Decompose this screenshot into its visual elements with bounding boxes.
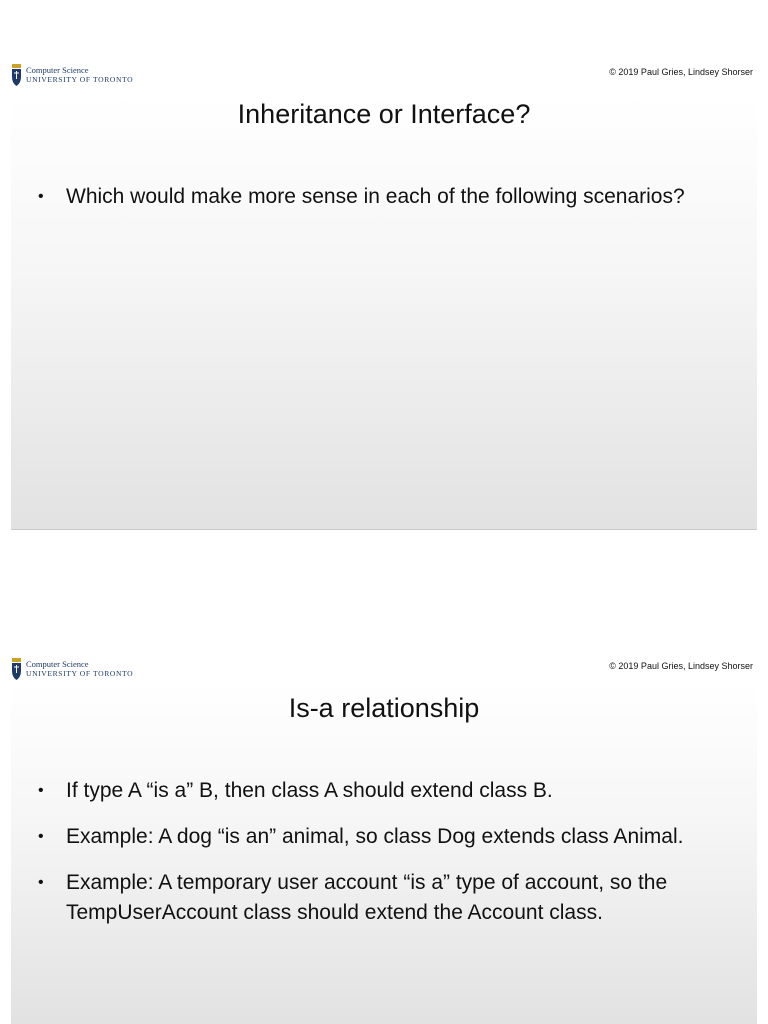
logo-department: Computer Science: [26, 659, 89, 669]
copyright-notice: © 2019 Paul Gries, Lindsey Shorser: [609, 661, 753, 671]
university-logo: [11, 657, 133, 681]
bullet-text: If type A “is a” B, then class A should extend class B.: [66, 779, 553, 802]
bullet-icon: •: [38, 188, 44, 205]
slide-1: [11, 57, 757, 530]
slide-title: Is-a relationship: [288, 693, 480, 723]
bullet-item: [11, 776, 739, 806]
bullet-icon: •: [38, 782, 44, 799]
slide-title: Inheritance or Interface?: [237, 99, 531, 129]
copyright-notice: © 2019 Paul Gries, Lindsey Shorser: [609, 67, 753, 77]
logo-university: UNIVERSITY OF TORONTO: [26, 669, 134, 678]
bullet-icon: •: [38, 828, 44, 845]
slide-2: [11, 651, 757, 1024]
bullet-text: Which would make more sense in each of the following scenarios?: [66, 185, 685, 208]
bullet-list: [11, 776, 739, 944]
university-logo: [11, 63, 133, 87]
bullet-list: [11, 182, 739, 228]
bullet-text: Example: A dog “is an” animal, so class Dog extends class Animal.: [66, 825, 684, 848]
bullet-icon: •: [38, 874, 44, 891]
bullet-item: [11, 182, 739, 212]
bullet-text: Example: A temporary user account “is a” type of account, so the TempUserAccount class should extend the Account class.: [66, 871, 668, 924]
logo-department: Computer Science: [26, 65, 89, 75]
crest-icon: [11, 63, 22, 87]
bullet-item: [11, 868, 739, 928]
logo-university: UNIVERSITY OF TORONTO: [26, 75, 134, 84]
bullet-item: [11, 822, 739, 852]
crest-icon: [11, 657, 22, 681]
